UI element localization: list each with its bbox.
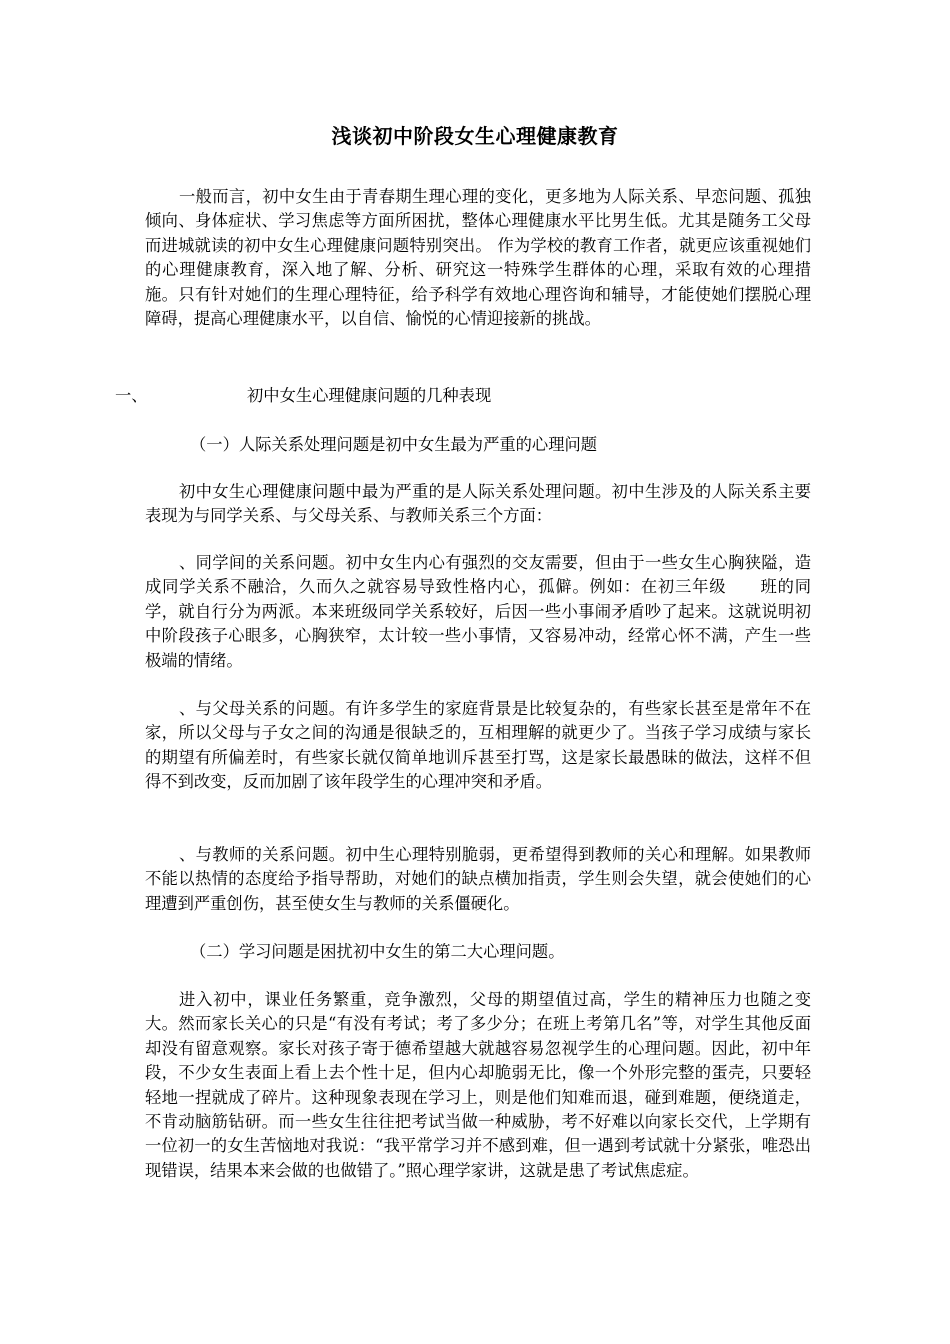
intro-paragraph: 一般而言，初中女生由于青春期生理心理的变化，更多地为人际关系、早恋问题、孤独倾向、身体症状、学习焦虑等方面所困扰，整体心理健康水平比男生低。尤其是随务工父母而进城就读的初中女生心理健康问题特别突出。 作为学校的教育工作者，就更应该重视她们的心理健康教育，深入地了解、分析、研究这一特殊学生群体的心理，采取有效的心理措施。只有针对她们的生理心理特征，给予科学有效地心理咨询和辅导，才能使她们摆脱心理障碍，提高心理健康水平，以自信、愉悦的心情迎接新的挑战。 [145, 187, 811, 329]
section-1-number: 一、 [115, 386, 148, 405]
subsection-1-paragraph-4: 、与教师的关系问题。初中生心理特别脆弱，更希望得到教师的关心和理解。如果教师不能以热情的态度给予指导帮助，对她们的缺点横加指责，学生则会失望，就会使她们的心理遭到严重创伤，甚至使女生与教师的关系僵硬化。 [145, 845, 811, 913]
document-title: 浅谈初中阶段女生心理健康教育 [331, 124, 619, 148]
subsection-1-paragraph-2: 、同学间的关系问题。初中女生内心有强烈的交友需要，但由于一些女生心胸狭隘，造成同学关系不融洽，久而久之就容易导致性格内心，孤僻。例如：在初三年级 班的同学，就自行分为两派。本来班级同学关系较好，后因一些小事闹矛盾吵了起来。这就说明初中阶段孩子心眼多，心胸狭窄，太计较一些小事情，又容易冲动，经常心怀不满，产生一些极端的情绪。 [145, 553, 811, 670]
subsection-2-paragraph-1: 进入初中，课业任务繁重，竞争激烈，父母的期望值过高，学生的精神压力也随之变大。然而家长关心的只是“有没有考试；考了多少分；在班上考第几名”等，对学生其他反面却没有留意观察。家长对孩子寄于德希望越大就越容易忽视学生的心理问题。因此，初中年段，不少女生表面上看上去个性十足，但内心却脆弱无比，像一个外形完整的蛋壳，只要轻轻地一捏就成了碎片。这种现象表现在学习上，则是他们知难而退，碰到难题，便绕道走，不肯动脑筋钻研。而一些女生往往把考试当做一种威胁，考不好难以向家长交代，上学期有一位初一的女生苦恼地对我说：“我平常学习并不感到难，但一遇到考试就十分紧张，唯恐出现错误，结果本来会做的也做错了。”照心理学家讲，这就是患了考试焦虑症。 [145, 990, 811, 1180]
subsection-1-paragraph-1: 初中女生心理健康问题中最为严重的是人际关系处理问题。初中生涉及的人际关系主要表现为与同学关系、与父母关系、与教师关系三个方面： [145, 482, 811, 526]
subsection-1-paragraph-3: 、与父母关系的问题。有许多学生的家庭背景是比较复杂的，有些家长甚至是常年不在家，所以父母与子女之间的沟通是很缺乏的，互相理解的就更少了。当孩子学习成绩与家长的期望有所偏差时，有些家长就仅简单地训斥甚至打骂，这是家长最愚昧的做法，这样不但得不到改变，反而加剧了该年段学生的心理冲突和矛盾。 [145, 699, 811, 792]
subsection-2-heading: （二）学习问题是困扰初中女生的第二大心理问题。 [190, 942, 565, 961]
subsection-1-heading: （一）人际关系处理问题是初中女生最为严重的心理问题 [190, 435, 598, 454]
section-1-title: 初中女生心理健康问题的几种表现 [247, 386, 492, 405]
